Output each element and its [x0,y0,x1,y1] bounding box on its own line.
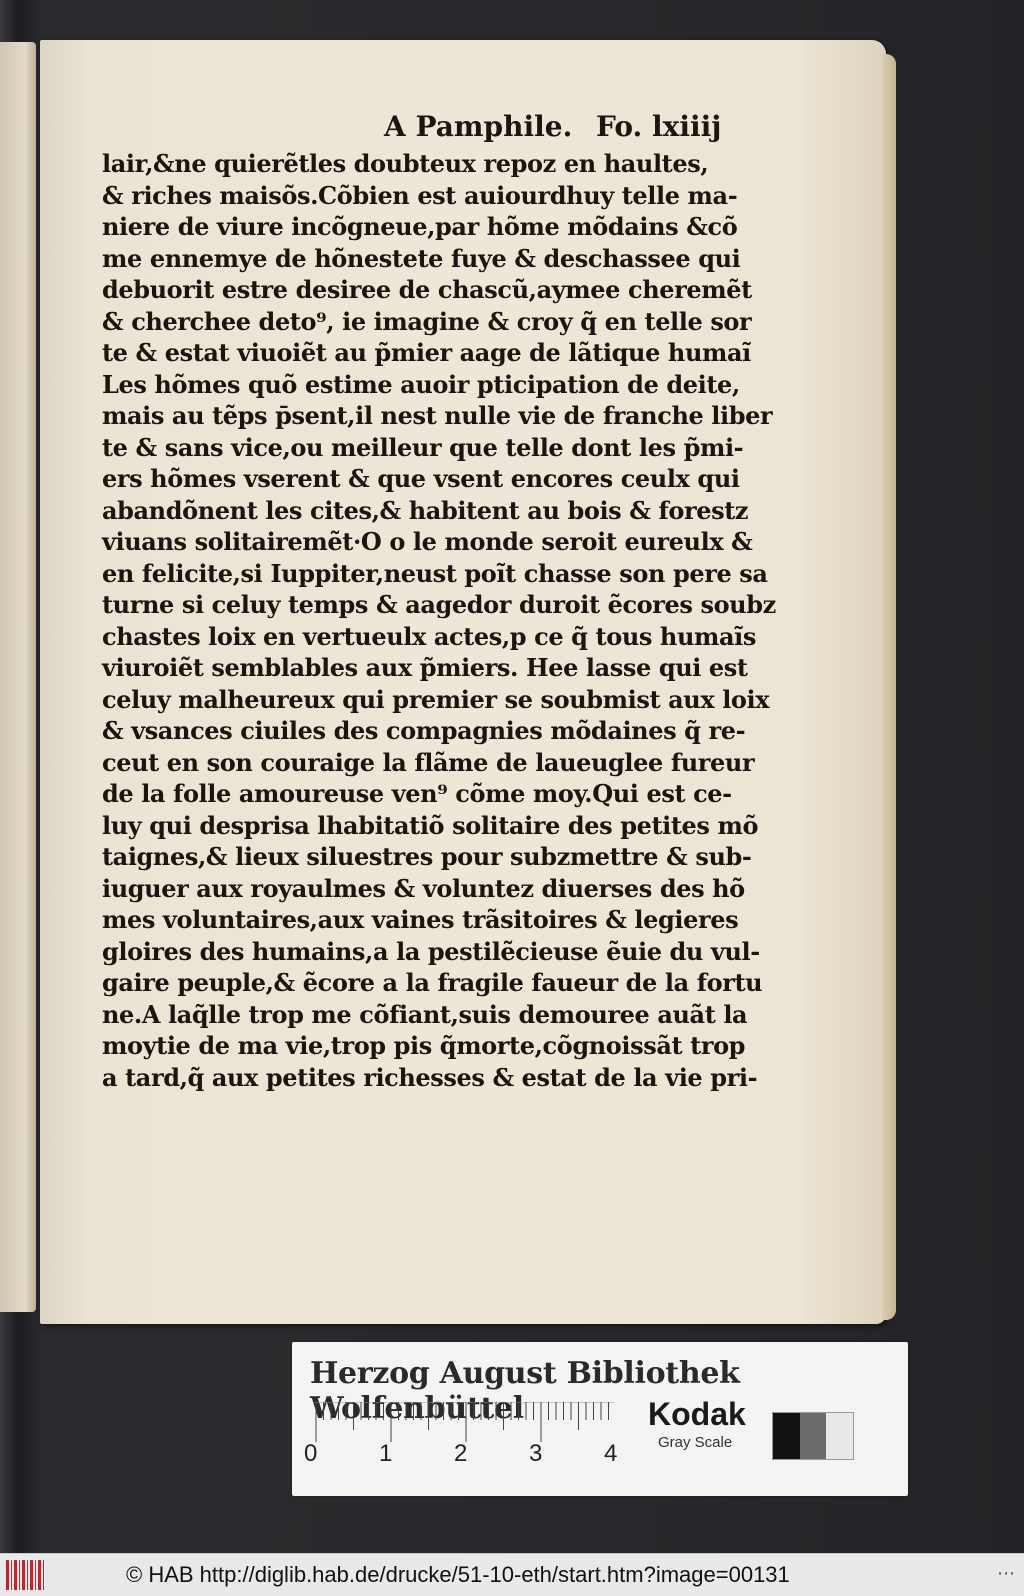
running-title: A Pamphile. [384,110,573,143]
folio-number: Fo. lxiiij [596,110,722,143]
text-line: celuy malheureux qui premier se soubmist aux loix [102,684,770,714]
text-line: turne si celuy temps & aagedor duroit ẽcores soubz [102,590,776,619]
text-line: a tard,q̃ aux petites richesses & estat de la vie pri- [102,1062,758,1092]
text-line: Les hõmes quõ estime auoir pticipation de deite, [102,369,740,399]
text-line: mais au tẽps p̄sent,il nest nulle vie de franche liber [102,401,773,430]
text-line: luy qui desprisa lhabitatiõ solitaire des petites mõ [102,810,759,840]
text-line: viuroiẽt semblables aux p̃miers. Hee lasse qui est [102,653,748,682]
text-line: & cherchee deto⁹, ie imagine & croy q̃ en telle sor [102,306,752,336]
text-line: de la folle amoureuse ven⁹ cõme moy.Qui est ce- [102,779,732,808]
text-line: te & estat viuoiẽt au p̃mier aage de lãtique humaĩ [102,338,751,367]
gray-swatches [772,1412,854,1460]
more-icon[interactable]: ⋯ [997,1563,1015,1584]
ruler-number: 3 [529,1440,543,1467]
ruler-numbers [292,1440,632,1470]
ruler-number: 2 [454,1440,468,1467]
text-line: gaire peuple,& ẽcore a la fragile faueur de la fortu [102,968,763,997]
text-line: lair,&ne quierẽtles doubteux repoz en haultes, [102,149,709,178]
ruler-number: 1 [379,1440,393,1467]
status-bar [0,1553,1024,1596]
hab-barcode-icon [6,1560,46,1590]
text-line: chastes loix en vertueulx actes,p ce q̃ tous humaĩs [102,621,757,651]
text-line: viuans solitairemẽt·O o le monde seroit eureulx & [102,527,753,556]
text-line: en felicite,si Iuppiter,neust poĩt chasse son pere sa [102,558,768,588]
text-line: abandõnent les cites,& habitent au bois & forestz [102,495,749,525]
text-line: & riches maisõs.Cõbien est auiourdhuy telle ma- [102,180,738,210]
gray-swatch [826,1413,853,1459]
text-line: debuorit estre desiree de chascũ,aymee cheremẽt [102,275,752,304]
ruler [314,1402,614,1444]
left-page-edge [0,42,36,1312]
gray-scale-label: Gray Scale [658,1434,733,1451]
text-line: iuguer aux royaulmes & voluntez diuerses des hõ [102,873,745,903]
gray-swatch [800,1413,827,1459]
text-line: & vsances ciuiles des compagnies mõdaines q̃ re- [102,716,746,745]
text-line: ers hõmes vserent & que vsent encores ceulx qui [102,464,740,493]
copyright-url[interactable]: © HAB http://diglib.hab.de/drucke/51-10-eth/start.htm?image=00131 [126,1562,790,1587]
text-line: niere de viure incõgneue,par hõme mõdains &cõ [102,212,738,241]
page-edge [882,54,896,1320]
text-line: ceut en son couraige la flãme de laueuglee fureur [102,747,755,777]
library-name: Herzog August Bibliothek Wolfenbüttel [310,1356,740,1426]
running-head [340,110,740,150]
ruler-number: 4 [604,1440,618,1467]
text-line: taignes,& lieux siluestres pour subzmettre & sub- [102,842,752,871]
text-line: moytie de ma vie,trop pis q̃morte,cõgnoissãt trop [102,1031,746,1060]
kodak-brand: Kodak [648,1396,746,1432]
text-line: me ennemye de hõnestete fuye & deschassee qui [102,243,741,273]
gray-swatch [773,1413,800,1459]
text-line: ne.A laq̃lle trop me cõfiant,suis demouree auãt la [102,999,748,1029]
text-line: gloires des humains,a la pestilẽcieuse ẽuie du vul- [102,936,760,966]
text-line: mes voluntaires,aux vaines trãsitoires & legieres [102,905,739,934]
text-block [102,148,776,1093]
book-page [40,40,886,1324]
color-scale-card [292,1342,908,1496]
ruler-number: 0 [304,1440,318,1467]
text-line: te & sans vice,ou meilleur que telle dont les p̃mi- [102,432,744,462]
